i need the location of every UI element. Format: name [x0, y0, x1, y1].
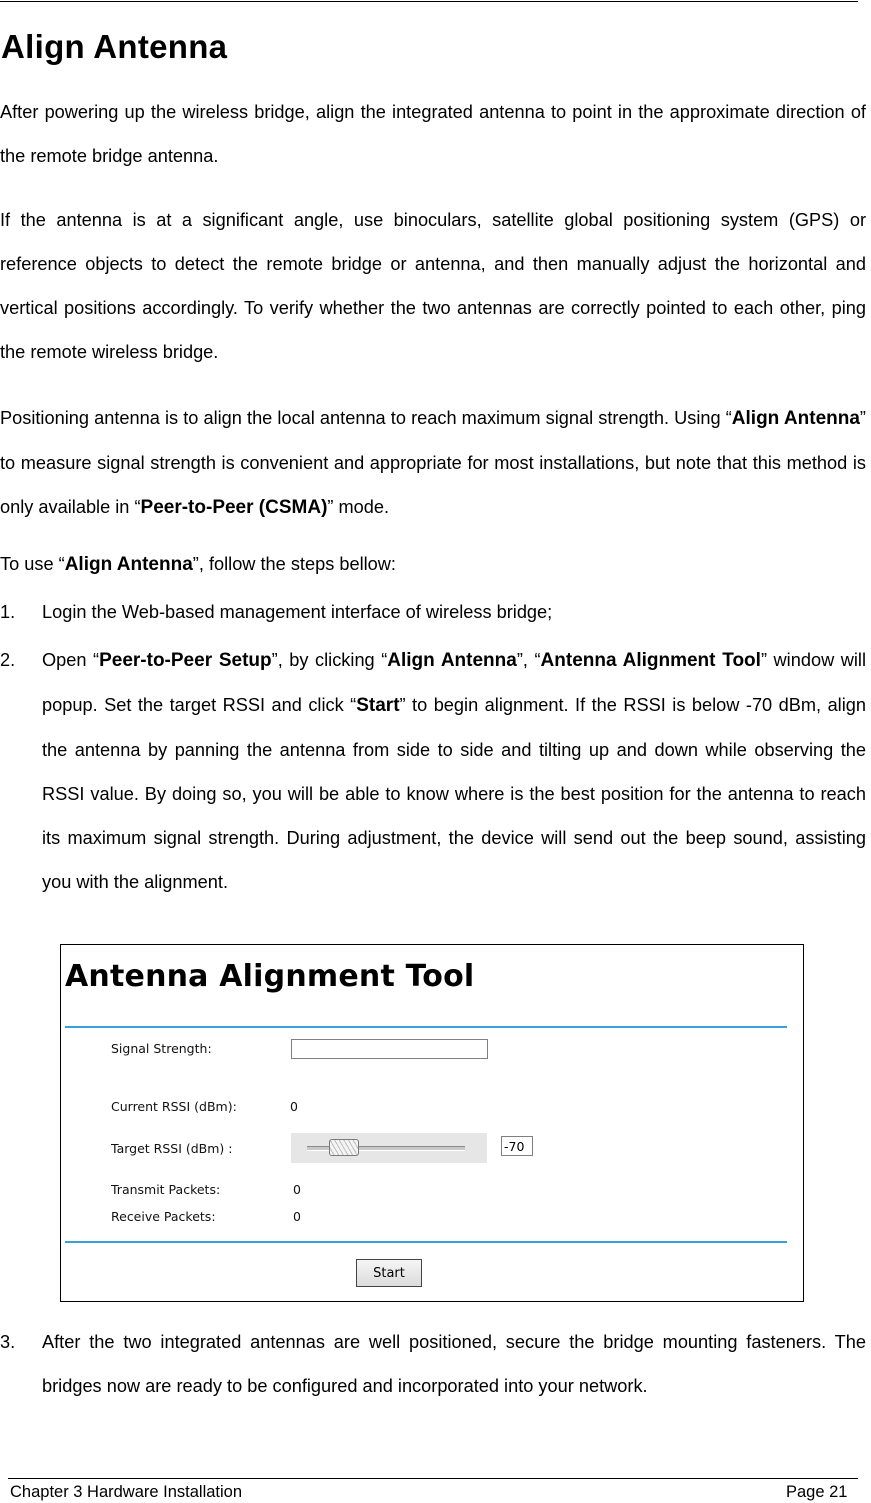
current-rssi-value: 0	[290, 1099, 298, 1114]
paragraph-gps: If the antenna is at a significant angle, use binoculars, satellite global positioning system (GPS) or reference objects to detect the remote bridge or antenna, and then manually adjust the horizontal and vertical positions accordingly. To verify whether the two antennas are correctly pointed to each other, ping the remote wireless bridge.	[0, 210, 866, 362]
bold-align-antenna: Align Antenna	[731, 408, 860, 429]
paragraph-intro: After powering up the wireless bridge, align the integrated antenna to point in the approximate direction of the remote bridge antenna.	[0, 102, 866, 166]
signal-strength-label: Signal Strength:	[111, 1041, 212, 1056]
receive-packets-label: Receive Packets:	[111, 1209, 216, 1224]
step-number: 2.	[0, 650, 16, 670]
slider-handle[interactable]	[329, 1139, 359, 1156]
list-item-step-3	[0, 1320, 866, 1408]
transmit-packets-value: 0	[293, 1182, 301, 1197]
step-number: 1.	[0, 602, 16, 622]
bold-peer-to-peer-csma: Peer-to-Peer (CSMA)	[140, 497, 328, 518]
footer-page-number: Page 21	[786, 1483, 848, 1501]
antenna-alignment-screenshot	[60, 944, 804, 1302]
bold-align-antenna-2: Align Antenna	[64, 554, 193, 575]
paragraph-to-use: To use “Align Antenna”, follow the steps bellow:	[0, 554, 396, 575]
target-rssi-slider[interactable]	[291, 1133, 487, 1163]
list-item-step-1	[0, 590, 866, 634]
start-button[interactable]: Start	[356, 1259, 422, 1287]
tool-title: Antenna Alignment Tool	[65, 959, 475, 994]
divider-top	[65, 1026, 787, 1028]
step-text: After the two integrated antennas are well positioned, secure the bridge mounting fasteners. The bridges now are ready to be configured and incorporated into your network.	[42, 1332, 866, 1396]
step-text: Open “Peer-to-Peer Setup”, by clicking “Align Antenna”, “Antenna Alignment Tool” window will popup. Set the target RSSI and click “Start” to begin alignment. If the RSSI is below -70 dBm, align the antenna by panning the antenna from side to side and tilting up and down while observing the RSSI value. By doing so, you will be able to know where is the best position for the antenna to reach its maximum signal strength. During adjustment, the device will send out the beep sound, assisting you with the alignment.	[42, 650, 866, 892]
current-rssi-label: Current RSSI (dBm):	[111, 1099, 237, 1114]
list-item-step-2	[0, 638, 866, 904]
target-rssi-input[interactable]: -70	[501, 1136, 533, 1156]
footer-chapter: Chapter 3 Hardware Installation	[10, 1483, 243, 1501]
top-rule	[0, 1, 858, 2]
transmit-packets-label: Transmit Packets:	[111, 1182, 221, 1197]
paragraph-positioning: Positioning antenna is to align the local antenna to reach maximum signal strength. Using “Align Antenna” to measure signal strength is convenient and appropriate for most installations, but note that this method is only available in “Peer-to-Peer (CSMA)” mode.	[0, 408, 866, 518]
receive-packets-value: 0	[293, 1209, 301, 1224]
signal-strength-bar	[291, 1039, 488, 1059]
target-rssi-label: Target RSSI (dBm) :	[111, 1141, 233, 1156]
divider-bottom	[65, 1241, 787, 1243]
footer-rule	[8, 1478, 858, 1479]
section-heading: Align Antenna	[1, 28, 228, 65]
step-number: 3.	[0, 1332, 16, 1352]
step-text: Login the Web-based management interface of wireless bridge;	[42, 602, 553, 622]
